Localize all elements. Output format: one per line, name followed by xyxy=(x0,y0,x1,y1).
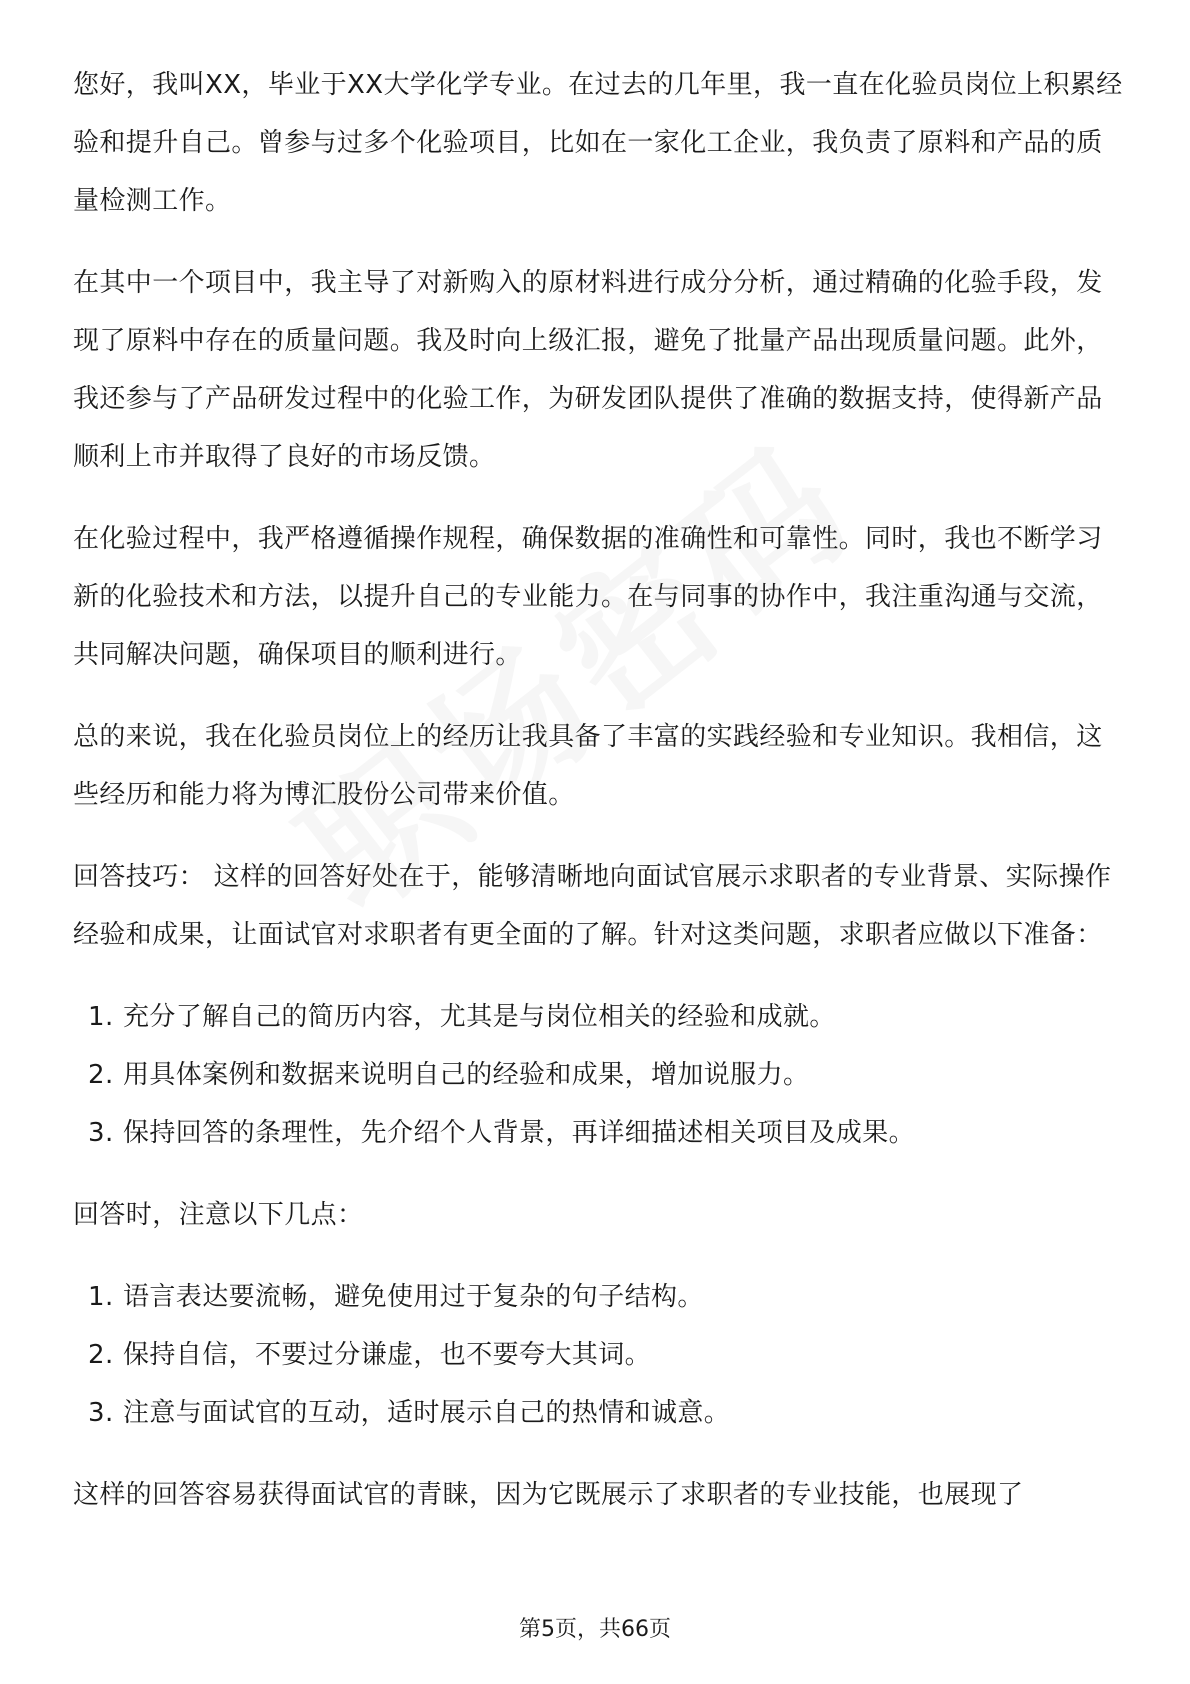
list-text: 用具体案例和数据来说明自己的经验和成果，增加说服力。 xyxy=(123,1060,810,1090)
list-text: 注意与面试官的互动，适时展示自己的热情和诚意。 xyxy=(123,1398,731,1428)
list-item xyxy=(73,1268,1123,1326)
list-number: 1. xyxy=(88,1282,114,1312)
list-text: 语言表达要流畅，避免使用过于复杂的句子结构。 xyxy=(123,1282,704,1312)
list-number: 2. xyxy=(88,1060,114,1090)
document-page xyxy=(73,56,1123,1548)
list-number: 3. xyxy=(88,1398,114,1428)
notes-heading: 回答时，注意以下几点： xyxy=(73,1200,364,1230)
list-number: 2. xyxy=(88,1340,114,1370)
preparation-list xyxy=(73,988,1123,1162)
page-number: 第5页，共66页 xyxy=(519,1617,671,1642)
list-item xyxy=(73,1104,1123,1162)
list-item xyxy=(73,1046,1123,1104)
list-text: 保持回答的条理性，先介绍个人背景，再详细描述相关项目及成果。 xyxy=(123,1118,916,1148)
list-text: 充分了解自己的简历内容，尤其是与岗位相关的经验和成就。 xyxy=(123,1002,836,1032)
list-number: 1. xyxy=(88,1002,114,1032)
paragraph-project: 在其中一个项目中，我主导了对新购入的原材料进行成分分析，通过精确的化验手段，发现了原料中存在的质量问题。我及时向上级汇报，避免了批量产品出现质量问题。此外，我还参与了产品研发过程中的化验工作，为研发团队提供了准确的数据支持，使得新产品顺利上市并取得了良好的市场反馈。 xyxy=(73,268,1103,472)
paragraph-summary: 总的来说，我在化验员岗位上的经历让我具备了丰富的实践经验和专业知识。我相信，这些经历和能力将为博汇股份公司带来价值。 xyxy=(73,722,1103,810)
notes-list xyxy=(73,1268,1123,1442)
list-item xyxy=(73,988,1123,1046)
paragraph-intro: 您好，我叫XX，毕业于XX大学化学专业。在过去的几年里，我一直在化验员岗位上积累经验和提升自己。曾参与过多个化验项目，比如在一家化工企业，我负责了原料和产品的质量检测工作。 xyxy=(73,70,1123,216)
list-item xyxy=(73,1326,1123,1384)
list-text: 保持自信，不要过分谦虚，也不要夸大其词。 xyxy=(123,1340,652,1370)
paragraph-tips: 回答技巧： 这样的回答好处在于，能够清晰地向面试官展示求职者的专业背景、实际操作经验和成果，让面试官对求职者有更全面的了解。针对这类问题，求职者应做以下准备： xyxy=(73,862,1112,950)
list-item xyxy=(73,1384,1123,1442)
paragraph-process: 在化验过程中，我严格遵循操作规程，确保数据的准确性和可靠性。同时，我也不断学习新的化验技术和方法，以提升自己的专业能力。在与同事的协作中，我注重沟通与交流，共同解决问题，确保项目的顺利进行。 xyxy=(73,524,1103,670)
list-number: 3. xyxy=(88,1118,114,1148)
paragraph-closing: 这样的回答容易获得面试官的青睐，因为它既展示了求职者的专业技能，也展现了 xyxy=(73,1480,1024,1510)
